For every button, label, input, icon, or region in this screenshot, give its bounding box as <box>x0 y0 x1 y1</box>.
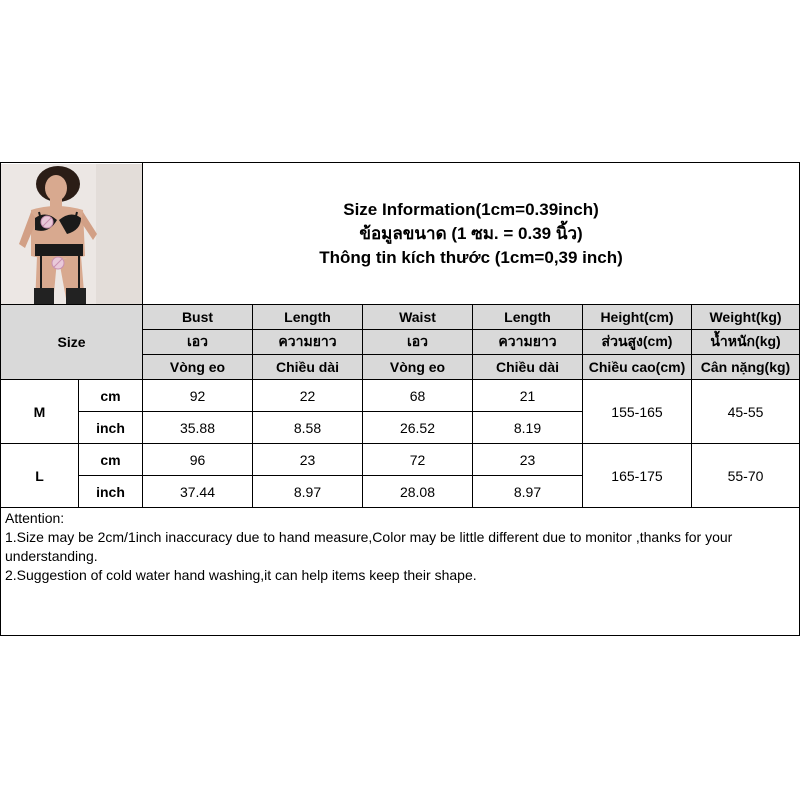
height-cell: 155-165 <box>583 380 692 444</box>
product-photo <box>1 163 143 305</box>
notes-heading: Attention: <box>5 510 65 526</box>
size-header: Size <box>1 305 143 380</box>
title-thai: ข้อมูลขนาด (1 ซม. = 0.39 นิ้ว) <box>359 223 583 243</box>
col-header-th: ความยาว <box>253 330 363 355</box>
weight-cell: 45-55 <box>692 380 800 444</box>
value-cell: 8.97 <box>473 476 583 508</box>
col-header-vi: Vòng eo <box>143 355 253 380</box>
model-photo-image <box>1 164 142 304</box>
col-header-vi: Chiều dài <box>473 355 583 380</box>
col-header-th: เอว <box>363 330 473 355</box>
height-cell: 165-175 <box>583 444 692 508</box>
col-header-vi: Vòng eo <box>363 355 473 380</box>
note-item: 1.Size may be 2cm/1inch inaccuracy due to hand measure,Color may be little different due to monitor ,thanks for your understanding. <box>5 529 733 564</box>
value-cell: 8.58 <box>253 412 363 444</box>
col-header-en: Length <box>473 305 583 330</box>
value-cell: 68 <box>363 380 473 412</box>
weight-cell: 55-70 <box>692 444 800 508</box>
note-item: 2.Suggestion of cold water hand washing,it can help items keep their shape. <box>5 567 477 583</box>
col-header-en: Bust <box>143 305 253 330</box>
col-header-vi: Chiều dài <box>253 355 363 380</box>
value-cell: 26.52 <box>363 412 473 444</box>
col-header-th: น้ำหนัก(kg) <box>692 330 800 355</box>
value-cell: 23 <box>253 444 363 476</box>
col-header-en: Weight(kg) <box>692 305 800 330</box>
unit-cell: inch <box>79 412 143 444</box>
title-english: Size Information(1cm=0.39inch) <box>343 199 599 219</box>
size-cell-l: L <box>1 444 79 508</box>
value-cell: 8.19 <box>473 412 583 444</box>
size-cell-m: M <box>1 380 79 444</box>
value-cell: 35.88 <box>143 412 253 444</box>
col-header-en: Height(cm) <box>583 305 692 330</box>
value-cell: 21 <box>473 380 583 412</box>
attention-notes <box>1 508 800 636</box>
col-header-vi: Chiều cao(cm) <box>583 355 692 380</box>
unit-cell: cm <box>79 444 143 476</box>
value-cell: 37.44 <box>143 476 253 508</box>
unit-cell: inch <box>79 476 143 508</box>
size-chart-table <box>0 162 800 636</box>
chart-title <box>143 163 800 305</box>
col-header-vi: Cân nặng(kg) <box>692 355 800 380</box>
title-vietnamese: Thông tin kích thước (1cm=0,39 inch) <box>319 247 623 267</box>
value-cell: 8.97 <box>253 476 363 508</box>
col-header-th: เอว <box>143 330 253 355</box>
value-cell: 72 <box>363 444 473 476</box>
size-chart-sheet <box>0 162 799 638</box>
col-header-th: ส่วนสูง(cm) <box>583 330 692 355</box>
col-header-en: Length <box>253 305 363 330</box>
value-cell: 28.08 <box>363 476 473 508</box>
value-cell: 23 <box>473 444 583 476</box>
unit-cell: cm <box>79 380 143 412</box>
col-header-en: Waist <box>363 305 473 330</box>
value-cell: 92 <box>143 380 253 412</box>
col-header-th: ความยาว <box>473 330 583 355</box>
value-cell: 96 <box>143 444 253 476</box>
value-cell: 22 <box>253 380 363 412</box>
